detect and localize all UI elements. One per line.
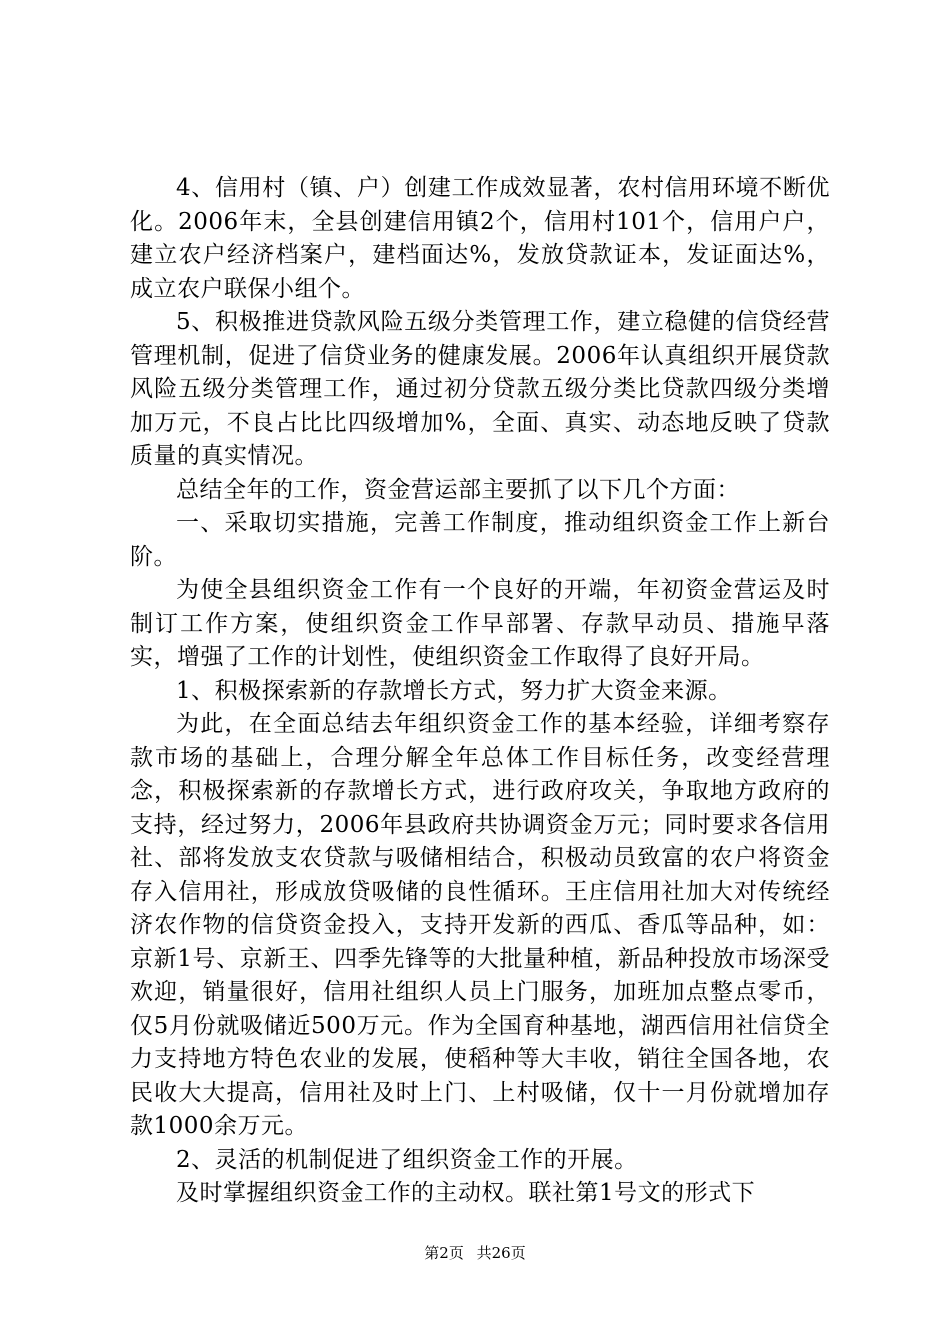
- paragraph-initiative: 及时掌握组织资金工作的主动权。联社第1号文的形式下: [176, 1180, 756, 1206]
- subheading-deposit-growth: 1、积极探索新的存款增长方式，努力扩大资金来源。: [176, 677, 732, 704]
- section-heading-one: 一、采取切实措施，完善工作制度，推动组织资金工作上新台阶。: [130, 510, 830, 570]
- paragraph-deposit-details: 为此，在全面总结去年组织资金工作的基本经验，详细考察存款市场的基础上，合理分解全年总体工作目标任务，改变经营理念，积极探索新的存款增长方式，进行政府攻关，争取地方政府的支持，经过努力，2006年县政府共协调资金万元；同时要求各信用社、部将发放支农贷款与吸储相结合，积极动员致富的农户将资金存入信用社，形成放贷吸储的良性循环。王庄信用社加大对传统经济农作物的信贷资金投入，支持开发新的西瓜、香瓜等品种，如：京新1号、京新王、四季先锋等的大批量种植，新品种投放市场深受欢迎，销量很好，信用社组织人员上门服务，加班加点整点零币，仅5月份就吸储近500万元。作为全国育种基地，湖西信用社信贷全力支持地方特色农业的发展，使稻种等大丰收，销往全国各地，农民收大大提高，信用社及时上门、上村吸储，仅十一月份就增加存款1000余万元。: [130, 711, 830, 1139]
- page-footer: [0, 1243, 950, 1263]
- paragraph-credit-village: 4、信用村（镇、户）创建工作成效显著，农村信用环境不断优化。2006年末，全县创建信用镇2个，信用村101个，信用户户，建立农户经济档案户，建档面达%，发放贷款证本，发证面达%，成立农户联保小组个。: [130, 175, 830, 302]
- page-number: 第2页: [424, 1244, 464, 1262]
- paragraph-summary: 总结全年的工作，资金营运部主要抓了以下几个方面：: [176, 476, 740, 503]
- paragraph-loan-risk: 5、积极推进贷款风险五级分类管理工作，建立稳健的信贷经营管理机制，促进了信贷业务的健康发展。2006年认真组织开展贷款风险五级分类管理工作，通过初分贷款五级分类比贷款四级分类增加万元，不良占比比四级增加%，全面、真实、动态地反映了贷款质量的真实情况。: [130, 309, 830, 469]
- document-body: [130, 172, 830, 1211]
- paragraph-work-plan: 为使全县组织资金工作有一个良好的开端，年初资金营运及时制订工作方案，使组织资金工作早部署、存款早动员、措施早落实，增强了工作的计划性，使组织资金工作取得了良好开局。: [130, 577, 830, 670]
- page-total: 共26页: [476, 1244, 526, 1262]
- subheading-flexible-mechanism: 2、灵活的机制促进了组织资金工作的开展。: [176, 1146, 638, 1173]
